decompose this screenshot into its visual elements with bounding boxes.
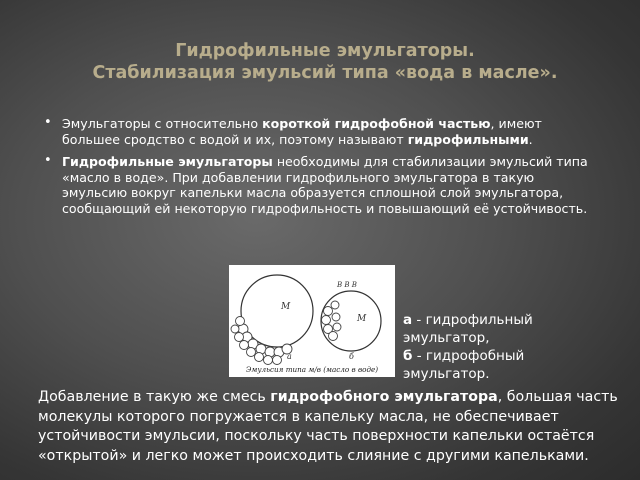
label-b: б [349, 352, 354, 361]
bullet-item-1 [44, 116, 589, 147]
bottom-text-pre: Добавление в такую же смесь [38, 389, 271, 405]
figure-legend [403, 311, 603, 383]
label-m-a: М [281, 302, 291, 312]
label-a: а [287, 352, 292, 361]
bullet-1-bold-2: гидрофильными [407, 131, 529, 147]
bullet-1-text-mid: , имеют большее сродство с водой и их, поэтому называют [62, 116, 542, 147]
legend-item-a [403, 311, 603, 347]
legend-key-b: б [403, 348, 413, 364]
emulsifier-layer-a [231, 317, 292, 365]
bullet-icon: • [44, 153, 52, 168]
bullet-1-text-post: . [528, 131, 533, 147]
legend-text-a: - гидрофильный эмульгатор, [403, 312, 533, 346]
label-top-b: В В В [337, 281, 357, 289]
bullet-2-bold: Гидрофильные эмульгаторы [62, 154, 273, 169]
label-m-b: М [357, 314, 367, 324]
bottom-paragraph [38, 388, 628, 480]
bullet-1-text-pre: Эмульгаторы с относительно [62, 116, 263, 131]
bullet-item-2 [44, 154, 589, 216]
emulsion-diagram-icon [229, 265, 395, 377]
slide-title [30, 40, 620, 84]
legend-item-b [403, 347, 603, 383]
figure-caption: Эмульсия типа м/в (масло в воде) [245, 365, 379, 374]
bullet-1-bold-1: короткой гидрофобной частью [262, 116, 491, 131]
emulsion-diagram-figure [229, 265, 395, 377]
bullet-2-text: необходимы для стабилизации эмульсий типа «масло в воде». При добавлении гидрофильного эмульгатора в такую эмульсию вокруг капельки масла образуется сплошной слой эмульгатора, сообщающий ей некоторую гидрофильность и повышающий её устойчивость. [62, 154, 588, 216]
slide-title-line1: Гидрофильные эмульгаторы. [175, 41, 475, 61]
bullet-icon: • [44, 115, 52, 130]
legend-key-a: а [403, 312, 413, 328]
bullet-list [44, 116, 589, 223]
slide-title-line2: Стабилизация эмульсий типа «вода в масле». [92, 63, 558, 83]
legend-text-b: - гидрофобный эмульгатор. [403, 348, 525, 382]
bottom-text-bold: гидрофобного эмульгатора [270, 389, 498, 405]
bottom-text-post: , большая часть молекулы которого погружается в капельку масла, не обеспечивает устойчивости эмульсии, поскольку часть поверхности капельки остаётся «открытой» и легко может происходить слияние с другими капельками. [38, 389, 618, 464]
